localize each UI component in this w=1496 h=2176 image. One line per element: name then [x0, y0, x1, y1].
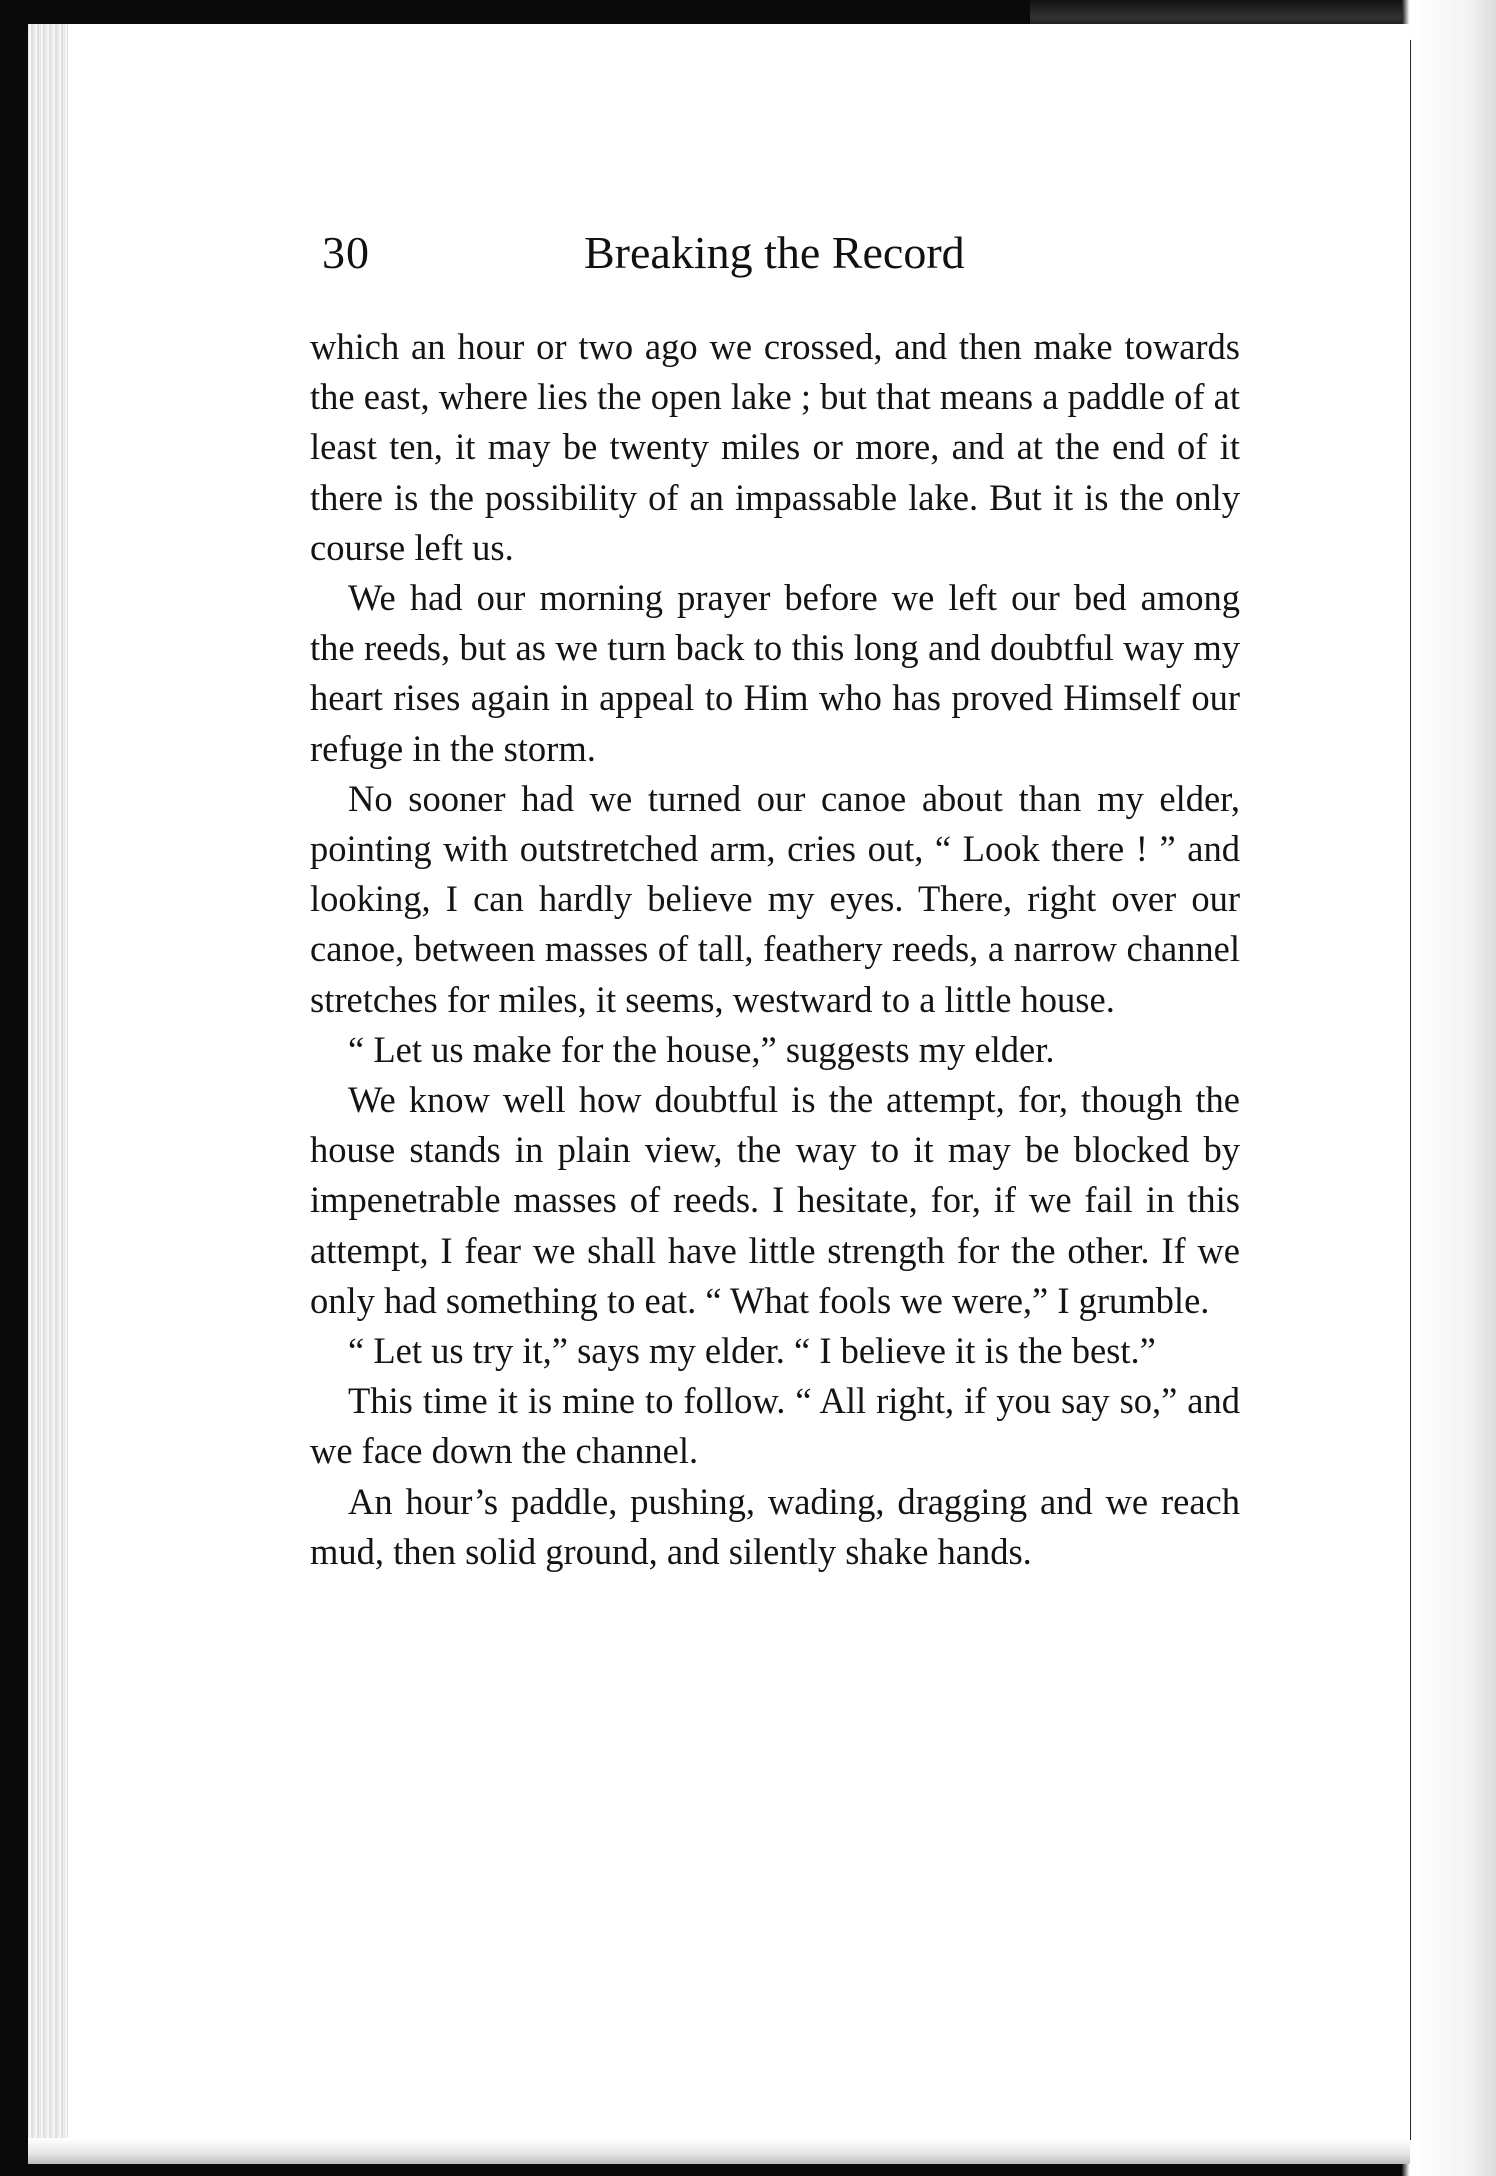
paragraph: This time it is mine to follow. “ All right, if you say so,” and we face down the channel. — [310, 1380, 1240, 1472]
paragraph: We had our morning prayer before we left our bed among the reeds, but as we turn back to this long and doubtful way my heart rises again in appeal to Him who has proved Himself our refuge in the storm. — [310, 577, 1240, 769]
book-binding — [1402, 0, 1496, 2176]
paragraph: which an hour or two ago we crossed, and then make towards the east, where lies the open lake ; but that means a paddle of at least ten, it may be twenty miles or more, and at the end of it there is the possibility of an impassable lake. But it is the only course left us. — [310, 326, 1240, 568]
paragraph: “ Let us try it,” says my elder. “ I believe it is the best.” — [348, 1330, 1156, 1372]
paragraph: “ Let us make for the house,” suggests my elder. — [348, 1028, 1055, 1070]
body-text — [310, 322, 1240, 1577]
page-edge-bottom — [28, 2138, 1410, 2164]
paragraph: We know well how doubtful is the attempt, for, though the house stands in plain view, the way to it may be blocked by impenetrable masses of reeds. I hesitate, for, if we fail in this attempt, I fear we shall have little strength for the other. If we only had something to eat. “ What fools we were,” I grumble. — [310, 1079, 1240, 1321]
paragraph: No sooner had we turned our canoe about than my elder, pointing with outstretched arm, cries out, “ Look there ! ” and looking, I can hardly believe my eyes. There, right over our canoe, between masses of tall, feathery reeds, a narrow channel stretches for miles, it seems, westward to a little house. — [310, 777, 1240, 1020]
running-header — [322, 226, 1322, 286]
running-title: Breaking the Record — [584, 227, 965, 278]
page-number: 30 — [322, 227, 370, 278]
page-edge-left — [28, 24, 68, 2164]
paragraph: An hour’s paddle, pushing, wading, dragging and we reach mud, then solid ground, and silently shake hands. — [310, 1480, 1240, 1572]
